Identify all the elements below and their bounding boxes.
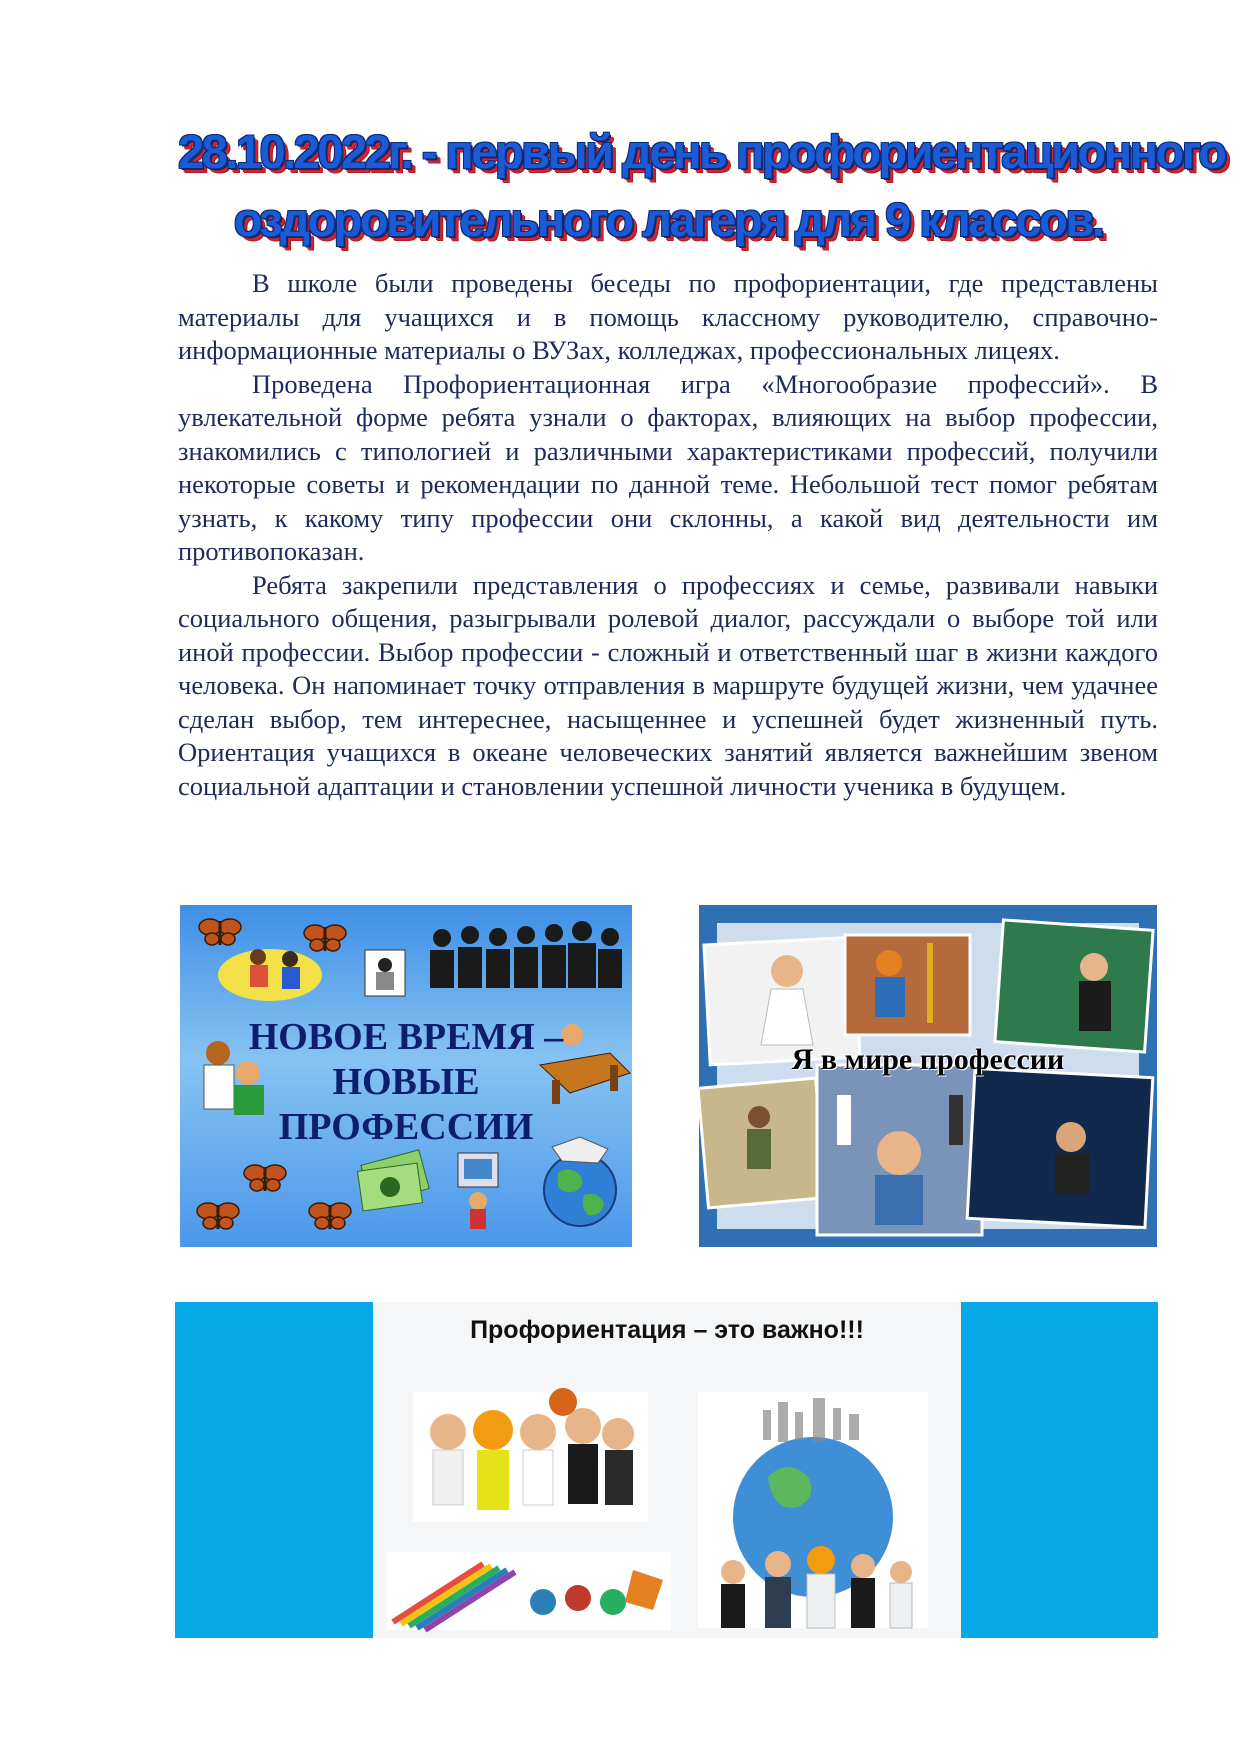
programmer-photo-icon [967, 1068, 1153, 1227]
career-guidance-caption: Профориентация – это важно!!! [470, 1316, 864, 1344]
chef-clipart-icon [365, 950, 405, 996]
farmer-photo-icon [699, 1078, 826, 1208]
article-body [178, 267, 1158, 803]
paragraph-3: Ребята закрепили представления о профессиях и семье, развивали навыки социального общения, разыгрывали ролевой диалог, рассуждали о выборе той или иной профессии. Выбор профессии - сложный и ответственный шаг в жизни каждого человека. Он напоминает точку отправления в маршруте будущей жизни, чем удачнее сделан выбор, тем интереснее, насыщеннее и успешней будет жизненный путь. Ориентация учащихся в океане человеческих занятий является важнейшим звеном социальной адаптации и становлении успешной личности ученика в будущем. [178, 569, 1158, 801]
page-title [178, 118, 1225, 254]
builder-photo-icon [845, 935, 970, 1035]
globe-clipart-icon [544, 1137, 616, 1226]
new-professions-image [180, 905, 632, 1247]
computer-clipart-icon [458, 1153, 498, 1229]
world-of-professions-caption: Я в мире профессии [791, 1043, 1065, 1076]
title-line-2: оздоровительного лагеря для 9 классов. [233, 193, 1103, 246]
new-professions-caption [180, 1015, 632, 1150]
caption-line-1: НОВОЕ ВРЕМЯ – [248, 1016, 564, 1058]
caption-line-2: НОВЫЕ [332, 1061, 480, 1103]
caption-line-3: ПРОФЕССИИ [278, 1106, 534, 1148]
kids-in-costumes-photo-icon [413, 1388, 648, 1522]
slide-panel [373, 1302, 961, 1638]
paragraph-2: Проведена Профориентационная игра «Многообразие профессий». В увлекательной форме ребята узнали о факторах, влияющих на выбор профессии, знакомились с типологией и различными характеристиками профессий, получили некоторые советы и рекомендации по данной теме. Небольшой тест помог ребятам узнать, к какому типу профессии они склонны, а какой вид деятельности им противопоказан. [178, 368, 1158, 566]
art-supplies-photo-icon [387, 1552, 671, 1630]
paragraph-1: В школе были проведены беседы по профориентации, где представлены материалы для учащихся и в помощь классному руководителю, справочно-информационные материалы о ВУЗах, колледжах, профессиональных лицеях. [178, 268, 1158, 365]
money-clipart-icon [358, 1150, 430, 1211]
world-of-professions-image [699, 905, 1157, 1247]
career-guidance-important-image [175, 1302, 1158, 1638]
meeting-clipart-icon [218, 949, 322, 1001]
slide-illustrations [373, 1302, 961, 1638]
teacher-photo-icon [995, 920, 1153, 1052]
boy-choice-photo-icon [817, 1065, 982, 1235]
kids-globe-photo-icon [698, 1392, 928, 1628]
title-line-1: 28.10.2022г. - первый день профориентационного [178, 125, 1225, 178]
businessmen-clipart-icon [430, 921, 622, 988]
